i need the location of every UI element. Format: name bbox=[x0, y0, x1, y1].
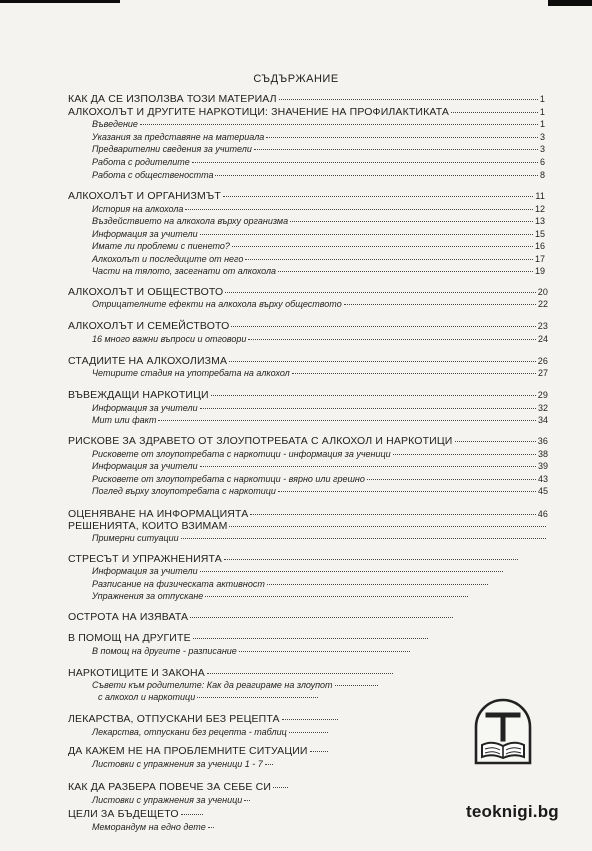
toc-section-entry bbox=[68, 508, 548, 520]
toc-entry-text: Информация за учители bbox=[92, 566, 198, 576]
toc-page-number: 45 bbox=[537, 486, 548, 496]
toc-leader-dots bbox=[282, 719, 338, 720]
toc-subsection-entry bbox=[92, 532, 548, 544]
toc-section-entry bbox=[68, 286, 548, 298]
toc-subsection-entry bbox=[92, 821, 206, 833]
toc-leader-dots bbox=[245, 259, 533, 260]
toc-page-number: 17 bbox=[534, 254, 545, 264]
toc-page-number: 26 bbox=[537, 356, 548, 366]
toc-leader-dots bbox=[239, 651, 410, 652]
toc-subsection-entry bbox=[92, 240, 545, 252]
toc-leader-dots bbox=[232, 246, 533, 247]
toc-title: СЪДЪРЖАНИЕ bbox=[253, 73, 339, 85]
toc-page-number: 32 bbox=[537, 403, 548, 413]
toc-page-number: 36 bbox=[537, 436, 548, 446]
toc-page-number: 22 bbox=[537, 299, 548, 309]
toc-subsection-entry bbox=[92, 414, 548, 426]
toc-entry-text: Алкохолът и последиците от него bbox=[92, 254, 244, 264]
toc-entry-text: Упражнения за отпускане bbox=[92, 591, 204, 601]
toc-entry-text: Указания за представяне на материала bbox=[92, 132, 265, 142]
toc-section-entry bbox=[68, 667, 395, 679]
scan-edge-top-right bbox=[548, 0, 592, 6]
toc-entry-text: В помощ на другите - разписание bbox=[92, 646, 237, 656]
toc-subsection-entry bbox=[92, 203, 545, 215]
toc-leader-dots bbox=[265, 764, 273, 765]
toc-entry-text: Отрицателните ефекти на алкохола върху обществото bbox=[92, 299, 342, 309]
toc-leader-dots bbox=[200, 234, 533, 235]
toc-section-entry bbox=[68, 389, 548, 401]
toc-section-entry bbox=[68, 106, 545, 118]
toc-leader-dots bbox=[207, 673, 393, 674]
toc-entry-text: Четирите стадия на употребата на алкохол bbox=[92, 368, 290, 378]
toc-leader-dots bbox=[278, 271, 533, 272]
toc-subsection-entry bbox=[92, 679, 380, 691]
toc-subsection-entry bbox=[92, 333, 548, 345]
toc-page-number: 15 bbox=[534, 229, 545, 239]
toc-entry-text: АЛКОХОЛЪТ И ОРГАНИЗМЪТ bbox=[68, 190, 221, 202]
toc-leader-dots bbox=[224, 559, 518, 560]
toc-section-entry bbox=[68, 520, 548, 532]
toc-entry-text: СТРЕСЪТ И УПРАЖНЕНИЯТА bbox=[68, 553, 222, 565]
toc-leader-dots bbox=[200, 466, 536, 467]
toc-entry-text: Части на тялото, засегнати от алкохола bbox=[92, 266, 277, 276]
toc-entry-text: Лекарства, отпускани без рецепта - таблиц bbox=[92, 727, 287, 737]
toc-page-number: 39 bbox=[537, 461, 548, 471]
toc-entry-text: История на алкохола bbox=[92, 204, 184, 214]
toc-leader-dots bbox=[279, 99, 538, 100]
toc-page-number: 24 bbox=[537, 334, 548, 344]
toc-entry-text: Съвети към родителите: Как да реагираме на злоупот bbox=[92, 680, 333, 690]
toc-subsection-entry bbox=[92, 131, 545, 143]
toc-subsection-entry bbox=[92, 215, 545, 227]
toc-page-number: 38 bbox=[537, 449, 548, 459]
toc-entry-text: с алкохол и наркотици bbox=[98, 692, 196, 702]
toc-leader-dots bbox=[289, 732, 328, 733]
toc-entry-text: СТАДИИТЕ НА АЛКОХОЛИЗМА bbox=[68, 355, 228, 367]
toc-section-entry bbox=[68, 320, 548, 332]
toc-subsection-entry bbox=[92, 794, 243, 806]
toc-subsection-entry bbox=[92, 367, 548, 379]
toc-leader-dots bbox=[181, 538, 546, 539]
toc-subsection-entry bbox=[92, 253, 545, 265]
toc-leader-dots bbox=[393, 454, 536, 455]
toc-entry-text: АЛКОХОЛЪТ И ОБЩЕСТВОТО bbox=[68, 286, 224, 298]
open-book-icon bbox=[482, 743, 524, 758]
toc-entry-text: Поглед върху злоупотребата с наркотици bbox=[92, 486, 276, 496]
toc-page-number: 34 bbox=[537, 415, 548, 425]
toc-subsection-entry bbox=[92, 758, 275, 770]
toc-section-entry bbox=[68, 93, 545, 105]
toc-leader-dots bbox=[273, 787, 288, 788]
toc-entry-text: Въздействието на алкохола върху организма bbox=[92, 216, 289, 226]
toc-leader-dots bbox=[250, 514, 535, 515]
toc-leader-dots bbox=[205, 596, 468, 597]
toc-entry-text: Разписание на физическата активност bbox=[92, 579, 265, 589]
toc-leader-dots bbox=[215, 175, 538, 176]
toc-entry-text: В ПОМОЩ НА ДРУГИТЕ bbox=[68, 632, 191, 644]
toc-page-number: 1 bbox=[539, 94, 545, 104]
toc-leader-dots bbox=[229, 526, 546, 527]
toc-leader-dots bbox=[290, 221, 533, 222]
toc-page-number: 13 bbox=[534, 216, 545, 226]
toc-subsection-entry bbox=[98, 691, 320, 703]
toc-page-number: 46 bbox=[537, 509, 548, 519]
toc-entry-text: Работа с обществеността bbox=[92, 170, 214, 180]
toc-leader-dots bbox=[200, 571, 503, 572]
toc-page-number: 11 bbox=[535, 191, 545, 201]
toc-page-number: 6 bbox=[539, 157, 545, 167]
toc-leader-dots bbox=[367, 479, 536, 480]
toc-subsection-entry bbox=[92, 265, 545, 277]
toc-subsection-entry bbox=[92, 169, 545, 181]
toc-leader-dots bbox=[344, 304, 536, 305]
toc-page-number: 12 bbox=[534, 204, 545, 214]
toc-entry-text: Примерни ситуации bbox=[92, 533, 179, 543]
toc-page-number: 43 bbox=[537, 474, 548, 484]
toc-entry-text: Информация за учители bbox=[92, 229, 198, 239]
toc-entry-text: Информация за учители bbox=[92, 461, 198, 471]
toc-entry-text: Предварителни сведения за учители bbox=[92, 144, 252, 154]
toc-section-entry bbox=[68, 781, 290, 793]
toc-leader-dots bbox=[192, 162, 538, 163]
toc-subsection-entry bbox=[92, 228, 545, 240]
toc-leader-dots bbox=[292, 373, 536, 374]
toc-leader-dots bbox=[190, 617, 453, 618]
toc-leader-dots bbox=[335, 685, 378, 686]
toc-subsection-entry bbox=[92, 298, 548, 310]
toc-leader-dots bbox=[455, 441, 536, 442]
toc-page-number: 1 bbox=[539, 119, 545, 129]
toc-section-entry bbox=[68, 553, 520, 565]
toc-section-entry bbox=[68, 611, 455, 623]
toc-page-number: 29 bbox=[537, 390, 548, 400]
toc-subsection-entry bbox=[92, 402, 548, 414]
toc-page-number: 27 bbox=[537, 368, 548, 378]
toc-leader-dots bbox=[140, 124, 538, 125]
toc-section-entry bbox=[68, 713, 340, 725]
toc-leader-dots bbox=[254, 149, 538, 150]
toc-subsection-entry bbox=[92, 448, 548, 460]
toc-subsection-entry bbox=[92, 473, 548, 485]
toc-section-entry bbox=[68, 435, 548, 447]
toc-subsection-entry bbox=[92, 143, 545, 155]
toc-page-number: 20 bbox=[537, 287, 548, 297]
toc-leader-dots bbox=[223, 196, 533, 197]
toc-leader-dots bbox=[185, 209, 533, 210]
toc-entry-text: РЕШЕНИЯТА, КОИТО ВЗИМАМ bbox=[68, 520, 228, 532]
toc-section-entry bbox=[68, 190, 545, 202]
toc-leader-dots bbox=[193, 638, 428, 639]
toc-entry-text: ОСТРОТА НА ИЗЯВАТА bbox=[68, 611, 189, 623]
toc-page-number: 16 bbox=[534, 241, 545, 251]
toc-entry-text: АЛКОХОЛЪТ И СЕМЕЙСТВОТО bbox=[68, 320, 230, 332]
toc-leader-dots bbox=[200, 408, 536, 409]
toc-page-number: 8 bbox=[539, 170, 545, 180]
toc-section-entry bbox=[68, 808, 205, 820]
toc-leader-dots bbox=[229, 361, 535, 362]
toc-entry-text: Работа с родителите bbox=[92, 157, 190, 167]
toc-page-number: 3 bbox=[539, 144, 545, 154]
toc-subsection-entry bbox=[92, 118, 545, 130]
toc-section-entry bbox=[68, 745, 330, 757]
toc-subsection-entry bbox=[92, 485, 548, 497]
toc-entry-text: ЦЕЛИ ЗА БЪДЕЩЕТО bbox=[68, 808, 179, 820]
toc-leader-dots bbox=[278, 491, 536, 492]
toc-entry-text: Рисковете от злоупотребата с наркотици - информация за ученици bbox=[92, 449, 391, 459]
toc-entry-text: Меморандум на едно дете bbox=[92, 822, 206, 832]
toc-entry-text: Имате ли проблеми с пиенето? bbox=[92, 241, 230, 251]
toc-entry-text: Рисковете от злоупотребата с наркотици - вярно или грешно bbox=[92, 474, 365, 484]
toc-entry-text: ОЦЕНЯВАНЕ НА ИНФОРМАЦИЯТА bbox=[68, 508, 249, 520]
toc-subsection-entry bbox=[92, 726, 330, 738]
toc-page-number: 19 bbox=[534, 266, 545, 276]
toc-subsection-entry bbox=[92, 460, 548, 472]
toc-section-entry bbox=[68, 355, 548, 367]
toc-subsection-entry bbox=[92, 645, 412, 657]
toc-leader-dots bbox=[244, 800, 250, 801]
toc-page-number: 23 bbox=[537, 321, 548, 331]
toc-leader-dots bbox=[211, 395, 536, 396]
toc-entry-text: Листовки с упражнения за ученици bbox=[92, 795, 243, 805]
toc-section-entry bbox=[68, 632, 430, 644]
toc-subsection-entry bbox=[92, 590, 470, 602]
toc-leader-dots bbox=[310, 751, 328, 752]
toc-leader-dots bbox=[267, 584, 488, 585]
toc-leader-dots bbox=[231, 326, 535, 327]
toc-entry-text: ДА КАЖЕМ НЕ НА ПРОБЛЕМНИТЕ СИТУАЦИИ bbox=[68, 745, 308, 757]
toc-entry-text: Въведение bbox=[92, 119, 138, 129]
toc-leader-dots bbox=[208, 827, 214, 828]
scan-edge-top-left bbox=[0, 0, 120, 3]
teoknigi-logo bbox=[470, 693, 536, 767]
toc-subsection-entry bbox=[92, 565, 505, 577]
toc-page-number: 1 bbox=[539, 107, 545, 117]
toc-entry-text: Листовки с упражнения за ученици 1 - 7 bbox=[92, 759, 263, 769]
toc-leader-dots bbox=[451, 112, 538, 113]
toc-leader-dots bbox=[225, 292, 535, 293]
toc-leader-dots bbox=[158, 420, 536, 421]
toc-entry-text: Мит или факт bbox=[92, 415, 157, 425]
toc-leader-dots bbox=[197, 697, 318, 698]
toc-page-number: 3 bbox=[539, 132, 545, 142]
toc-entry-text: РИСКОВЕ ЗА ЗДРАВЕТО ОТ ЗЛОУПОТРЕБАТА С АЛКОХОЛ И НАРКОТИЦИ bbox=[68, 435, 453, 447]
toc-entry-text: КАК ДА СЕ ИЗПОЛЗВА ТОЗИ МАТЕРИАЛ bbox=[68, 93, 277, 105]
toc-entry-text: 16 много важни въпроси и отговори bbox=[92, 334, 247, 344]
toc-entry-text: ЛЕКАРСТВА, ОТПУСКАНИ БЕЗ РЕЦЕПТА bbox=[68, 713, 280, 725]
toc-subsection-entry bbox=[92, 578, 490, 590]
toc-entry-text: Информация за учители bbox=[92, 403, 198, 413]
toc-leader-dots bbox=[266, 137, 538, 138]
toc-leader-dots bbox=[181, 814, 203, 815]
toc-subsection-entry bbox=[92, 156, 545, 168]
toc-leader-dots bbox=[248, 339, 536, 340]
toc-entry-text: АЛКОХОЛЪТ И ДРУГИТЕ НАРКОТИЦИ: ЗНАЧЕНИЕ НА ПРОФИЛАКТИКАТА bbox=[68, 106, 450, 118]
brand-name: teoknigi.bg bbox=[466, 802, 559, 821]
toc-entry-text: ВЪВЕЖДАЩИ НАРКОТИЦИ bbox=[68, 389, 209, 401]
toc-entry-text: КАК ДА РАЗБЕРА ПОВЕЧЕ ЗА СЕБЕ СИ bbox=[68, 781, 272, 793]
toc-entry-text: НАРКОТИЦИТЕ И ЗАКОНА bbox=[68, 667, 205, 679]
